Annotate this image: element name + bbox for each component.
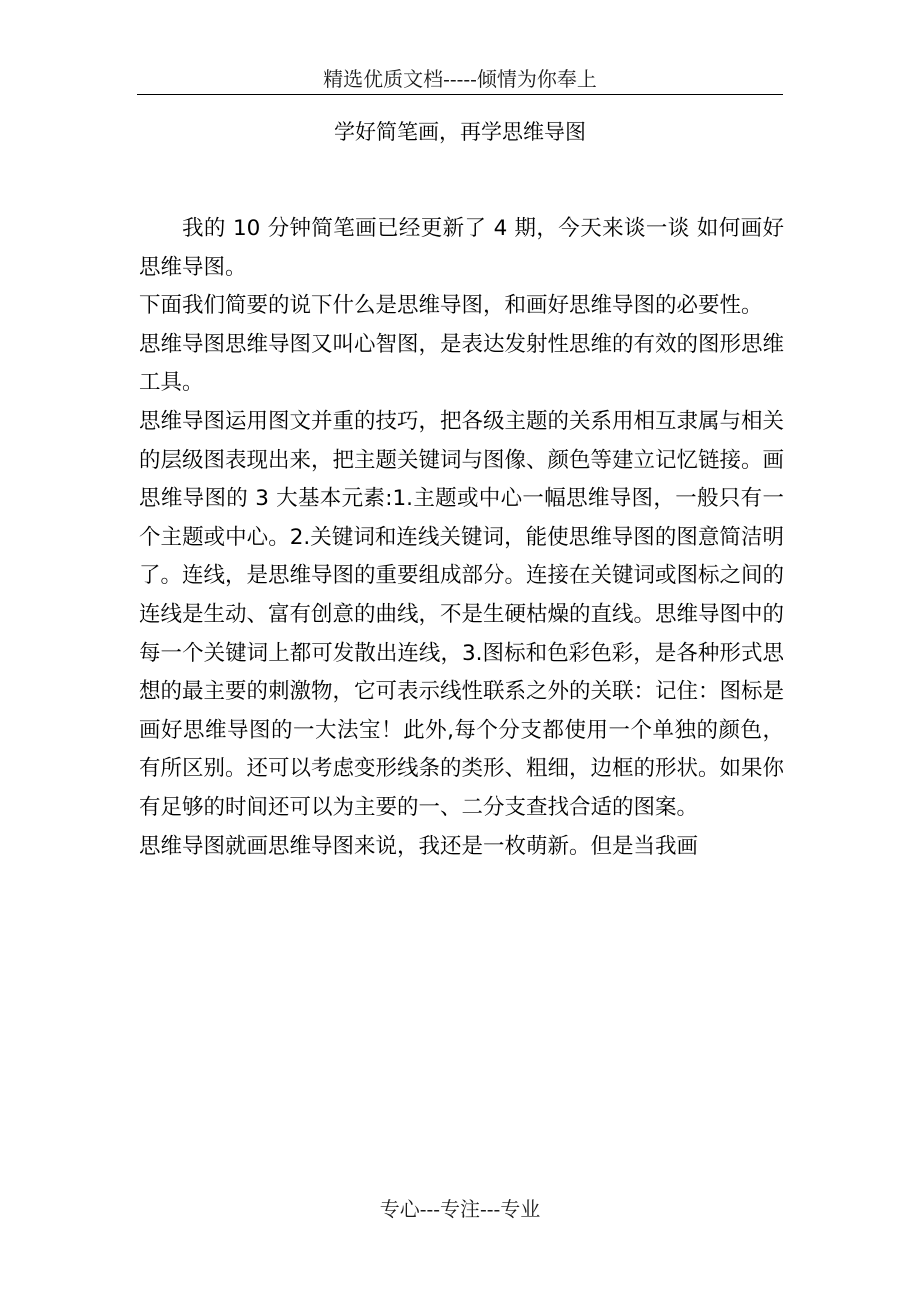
paragraph-experience: 思维导图就画思维导图来说，我还是一枚萌新。但是当我画 <box>139 833 699 859</box>
document-title: 学好简笔画，再学思维导图 <box>334 120 586 144</box>
paragraph-definition: 思维导图思维导图又叫心智图，是表达发射性思维的有效的图形思维工具。 <box>139 331 785 396</box>
page-header <box>137 64 783 95</box>
paragraph-elements: 思维导图运用图文并重的技巧，把各级主题的关系用相互隶属与相关的层级图表现出来，把主题关键词与图像、颜色等建立记忆链接。画思维导图的 3 大基本元素:1.主题或中心一幅思维导图，一般只有一个主题或中心。2.关键词和连线关键词，能使思维导图的图意简洁明了。连线，是思维导图的重要组成部分。连接在关键词或图标之间的连线是生动、富有创意的曲线，不是生硬枯燥的直线。思维导图中的每一个关键词上都可发散出连线，3.图标和色彩色彩，是各种形式思想的最主要的刺激物，它可表示线性联系之外的关联：记住：图标是画好思维导图的一大法宝！此外,每个分支都使用一个单独的颜色，有所区别。还可以考虑变形线条的类形、粗细，边框的形状。如果你有足够的时间还可以为主要的一、二分支查找合适的图案。 <box>139 408 785 820</box>
document-body <box>139 210 784 866</box>
footer-text: 专心---专注---专业 <box>379 1197 541 1221</box>
page-footer <box>137 1194 783 1224</box>
paragraph-overview: 下面我们简要的说下什么是思维导图，和画好思维导图的必要性。 <box>139 293 763 319</box>
header-text: 精选优质文档-----倾情为你奉上 <box>323 67 597 91</box>
paragraph-intro: 我的 10 分钟简笔画已经更新了 4 期，今天来谈一谈 如何画好思维导图。 <box>139 216 784 280</box>
